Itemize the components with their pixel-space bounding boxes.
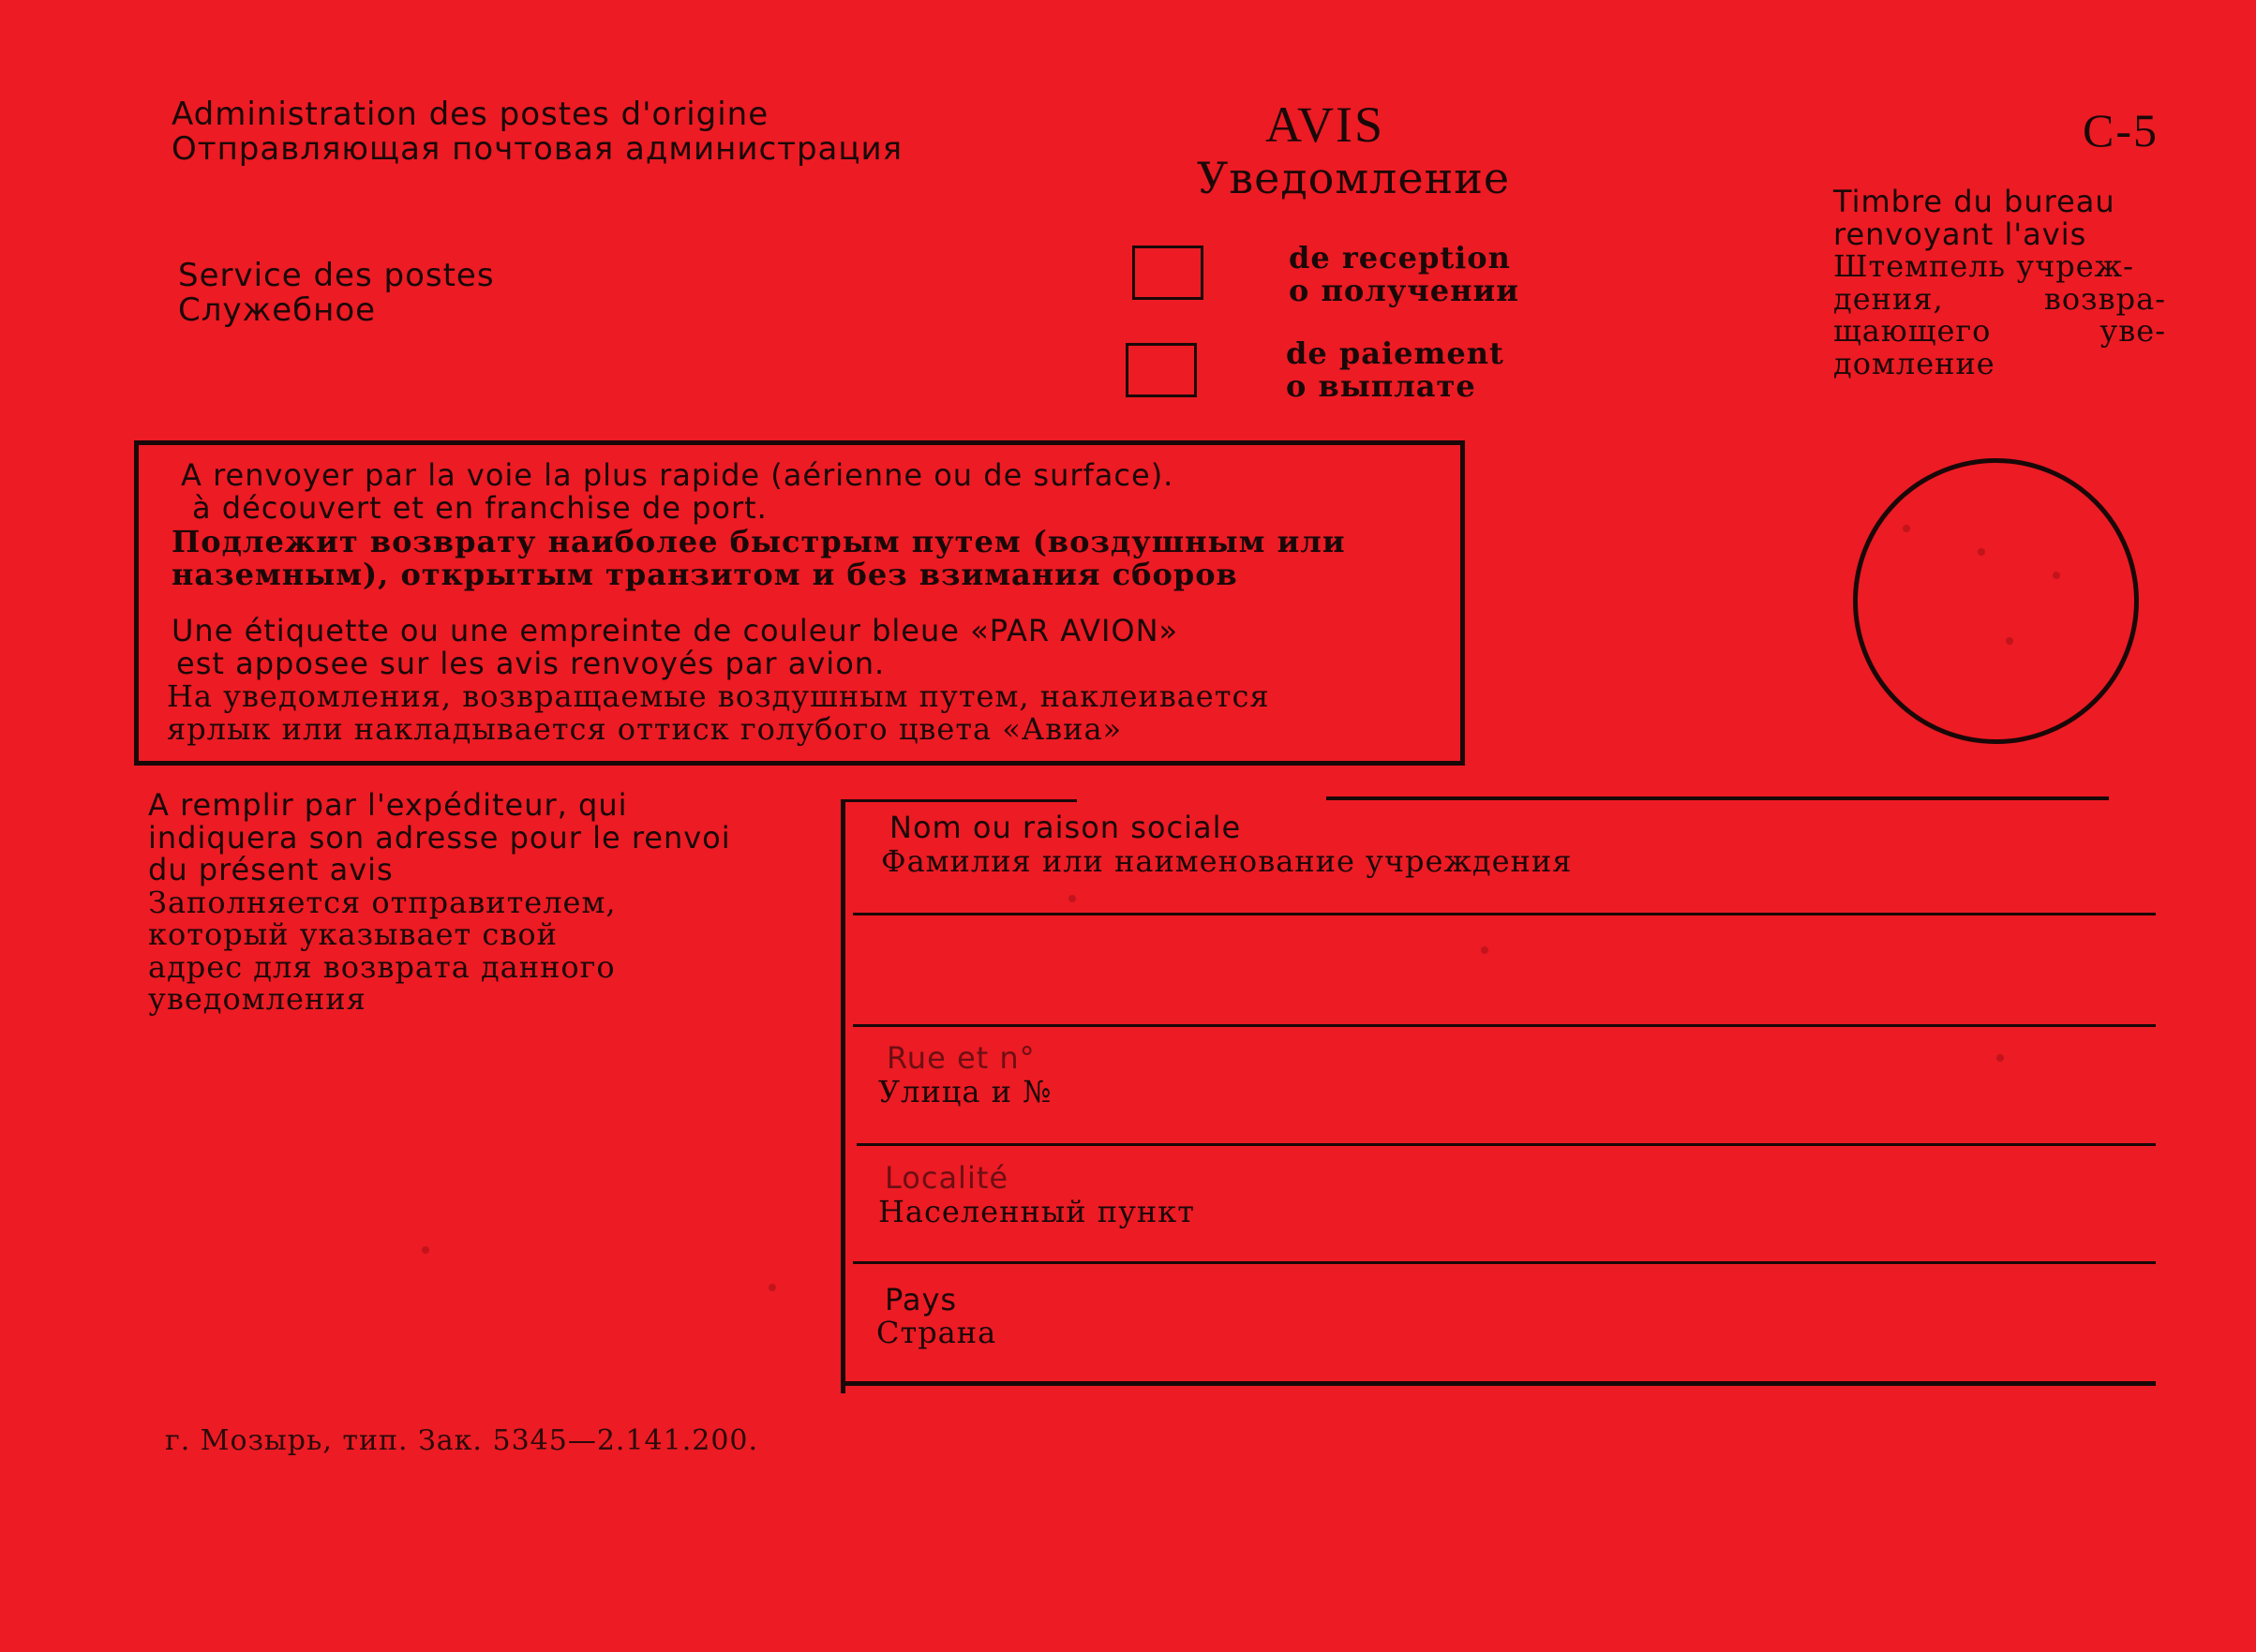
sender-line: du présent avis bbox=[148, 852, 394, 888]
reception-option-label bbox=[1289, 242, 1519, 306]
sender-line: который указывает свой bbox=[148, 916, 558, 953]
paper-speck bbox=[422, 1246, 429, 1254]
paper-speck bbox=[769, 1284, 776, 1291]
sender-line: indiquera son adresse pour le renvoi bbox=[148, 819, 731, 856]
name-label-fr: Nom ou raison sociale bbox=[889, 810, 1242, 845]
avis-title: AVIS bbox=[1265, 97, 1385, 153]
payment-label-fr: de paiement bbox=[1286, 335, 1504, 371]
stamp-instructions bbox=[1833, 186, 2166, 380]
origin-line-ru: Отправляющая почтовая администрация bbox=[172, 129, 904, 168]
paper-speck bbox=[2053, 572, 2060, 579]
paper-speck bbox=[1996, 1054, 2004, 1062]
instruction-line: ярлык или накладывается оттиск голубого цвета «Авиа» bbox=[167, 711, 1123, 747]
country-label-fr: Pays bbox=[885, 1282, 958, 1317]
stamp-line bbox=[1833, 280, 2166, 317]
sender-instructions bbox=[148, 789, 731, 1016]
reception-label-ru: о получении bbox=[1289, 272, 1519, 308]
paper-speck bbox=[1068, 895, 1076, 902]
paper-speck bbox=[1903, 525, 1910, 532]
sender-line: адрес для возврата данного bbox=[148, 948, 616, 985]
address-top-rule bbox=[1326, 796, 2109, 800]
street-line[interactable] bbox=[857, 1143, 2156, 1146]
stamp-line: домление bbox=[1833, 345, 1995, 381]
locality-label-fr: Localité bbox=[885, 1160, 1009, 1196]
stamp-line bbox=[1833, 315, 2166, 348]
address-top-rule bbox=[843, 799, 1077, 802]
origin-line-fr: Administration des postes d'origine bbox=[172, 96, 769, 133]
name-line-2[interactable] bbox=[853, 1024, 2156, 1027]
stamp-circle bbox=[1853, 458, 2139, 744]
locality-line[interactable] bbox=[853, 1261, 2156, 1264]
country-line[interactable] bbox=[841, 1381, 2156, 1386]
service-line-ru: Служебное bbox=[178, 290, 377, 329]
stamp-word: возвра- bbox=[2043, 280, 2166, 317]
reception-label-fr: de reception bbox=[1289, 240, 1511, 275]
sender-line: Заполняется отправителем, bbox=[148, 884, 617, 920]
stamp-word: дения, bbox=[1833, 280, 1944, 317]
postal-service-label bbox=[178, 259, 495, 327]
street-label-fr: Rue et n° bbox=[887, 1040, 1036, 1076]
stamp-line: renvoyant l'avis bbox=[1833, 216, 2087, 252]
locality-label-ru: Населенный пункт bbox=[878, 1194, 1195, 1229]
printer-imprint: г. Мозырь, тип. Зак. 5345—2.141.200. bbox=[165, 1424, 759, 1457]
sender-line: A remplir par l'expéditeur, qui bbox=[148, 787, 628, 823]
name-line[interactable] bbox=[853, 913, 2156, 915]
origin-administration bbox=[172, 97, 903, 166]
sender-line: уведомления bbox=[148, 981, 366, 1018]
stamp-line: Timbre du bureau bbox=[1833, 184, 2115, 219]
stamp-line: Штемпель учреж- bbox=[1833, 248, 2134, 285]
service-line-fr: Service des postes bbox=[178, 257, 495, 294]
address-block-border bbox=[841, 799, 845, 1393]
instruction-line: à découvert et en franchise de port. bbox=[192, 490, 768, 526]
paper-speck bbox=[1481, 946, 1488, 954]
instruction-line: Une étiquette ou une empreinte de couleur bleue «PAR AVION» bbox=[172, 613, 1179, 648]
payment-checkbox[interactable] bbox=[1126, 343, 1197, 397]
payment-option-label bbox=[1286, 337, 1504, 402]
avis-subtitle: Уведомление bbox=[1197, 153, 1511, 203]
paper-speck bbox=[2006, 637, 2013, 645]
reception-checkbox[interactable] bbox=[1132, 246, 1203, 300]
instruction-line: наземным), открытым транзитом и без взимания сборов bbox=[172, 557, 1238, 592]
payment-label-ru: о выплате bbox=[1286, 367, 1476, 404]
instruction-line: Подлежит возврату наиболее быстрым путем (воздушным или bbox=[172, 524, 1346, 559]
street-label-ru: Улица и № bbox=[878, 1074, 1053, 1109]
form-code: C-5 bbox=[2083, 104, 2159, 156]
instruction-line: A renvoyer par la voie la plus rapide (aérienne ou de surface). bbox=[181, 457, 1174, 493]
country-label-ru: Страна bbox=[876, 1315, 997, 1350]
paper-speck bbox=[1978, 548, 1985, 556]
stamp-word: щающего bbox=[1833, 313, 1992, 350]
name-label-ru: Фамилия или наименование учреждения bbox=[881, 843, 1573, 879]
instruction-line: На уведомления, возвращаемые воздушным путем, наклеивается bbox=[167, 678, 1270, 714]
stamp-word: уве- bbox=[2099, 313, 2166, 350]
instruction-line: est apposee sur les avis renvoyés par avion. bbox=[176, 646, 886, 681]
